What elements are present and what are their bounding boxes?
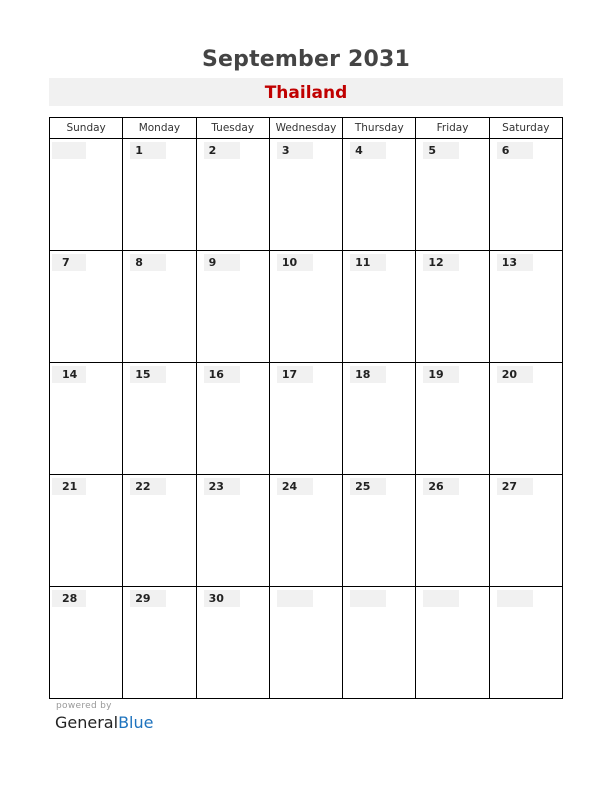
day-number: 12: [423, 254, 459, 271]
day-cell: [269, 139, 342, 251]
day-number: 3: [277, 142, 313, 159]
day-number: [350, 590, 386, 607]
day-cell: [123, 139, 196, 251]
day-cell: [343, 251, 416, 363]
week-row: [50, 251, 563, 363]
day-cell: [489, 363, 562, 475]
day-cell: [50, 363, 123, 475]
day-cell: [196, 587, 269, 699]
day-cell: [123, 251, 196, 363]
day-cell: [416, 251, 489, 363]
day-number: 24: [277, 478, 313, 495]
day-cell: [50, 587, 123, 699]
day-cell: [50, 475, 123, 587]
country-banner: [49, 78, 563, 106]
day-number: 1: [130, 142, 166, 159]
day-cell: [269, 475, 342, 587]
week-row: [50, 475, 563, 587]
day-number: 14: [52, 366, 86, 383]
logo-text-general: General: [55, 713, 119, 732]
day-cell: [269, 251, 342, 363]
day-number: 10: [277, 254, 313, 271]
day-number: 6: [497, 142, 533, 159]
day-number: 22: [130, 478, 166, 495]
day-number: 4: [350, 142, 386, 159]
day-number: 16: [204, 366, 240, 383]
day-cell: [123, 587, 196, 699]
day-number: 15: [130, 366, 166, 383]
day-number: 29: [130, 590, 166, 607]
weekday-header: Friday: [416, 118, 489, 139]
day-number: [52, 142, 86, 159]
day-cell: [196, 251, 269, 363]
powered-by-label: powered by: [56, 701, 112, 711]
week-row: [50, 363, 563, 475]
day-cell: [489, 587, 562, 699]
weekday-header: Thursday: [343, 118, 416, 139]
day-cell: [343, 475, 416, 587]
day-cell: [196, 363, 269, 475]
day-number: 11: [350, 254, 386, 271]
logo-text-blue: Blue: [118, 713, 154, 732]
weekday-header: Wednesday: [269, 118, 342, 139]
day-number: 21: [52, 478, 86, 495]
weekday-header-row: [50, 118, 563, 139]
calendar-title: September 2031: [201, 47, 411, 72]
day-cell: [123, 475, 196, 587]
day-number: 30: [204, 590, 240, 607]
day-cell: [416, 475, 489, 587]
day-number: 8: [130, 254, 166, 271]
day-cell: [196, 139, 269, 251]
day-number: 13: [497, 254, 533, 271]
day-cell: [269, 363, 342, 475]
day-cell: [489, 139, 562, 251]
week-row: [50, 139, 563, 251]
day-number: 7: [52, 254, 86, 271]
day-cell: [416, 587, 489, 699]
generalblue-logo: [55, 713, 153, 732]
day-number: 5: [423, 142, 459, 159]
country-name: Thailand: [264, 83, 348, 103]
weekday-header: Monday: [123, 118, 196, 139]
week-row: [50, 587, 563, 699]
day-cell: [416, 363, 489, 475]
day-number: 26: [423, 478, 459, 495]
day-number: [497, 590, 533, 607]
day-cell: [343, 139, 416, 251]
weekday-header: Sunday: [50, 118, 123, 139]
day-number: 18: [350, 366, 386, 383]
day-cell: [196, 475, 269, 587]
day-cell: [343, 363, 416, 475]
day-number: 17: [277, 366, 313, 383]
day-number: 23: [204, 478, 240, 495]
day-cell: [489, 475, 562, 587]
day-cell: [489, 251, 562, 363]
day-number: [277, 590, 313, 607]
weekday-header: Saturday: [489, 118, 562, 139]
day-cell: [50, 251, 123, 363]
day-number: 27: [497, 478, 533, 495]
day-cell: [416, 139, 489, 251]
day-number: 25: [350, 478, 386, 495]
day-number: 9: [204, 254, 240, 271]
day-number: 2: [204, 142, 240, 159]
day-number: 19: [423, 366, 459, 383]
day-number: 20: [497, 366, 533, 383]
day-cell: [50, 139, 123, 251]
day-cell: [123, 363, 196, 475]
day-number: 28: [52, 590, 86, 607]
calendar-grid: [49, 117, 563, 699]
weekday-header: Tuesday: [196, 118, 269, 139]
day-number: [423, 590, 459, 607]
day-cell: [269, 587, 342, 699]
day-cell: [343, 587, 416, 699]
